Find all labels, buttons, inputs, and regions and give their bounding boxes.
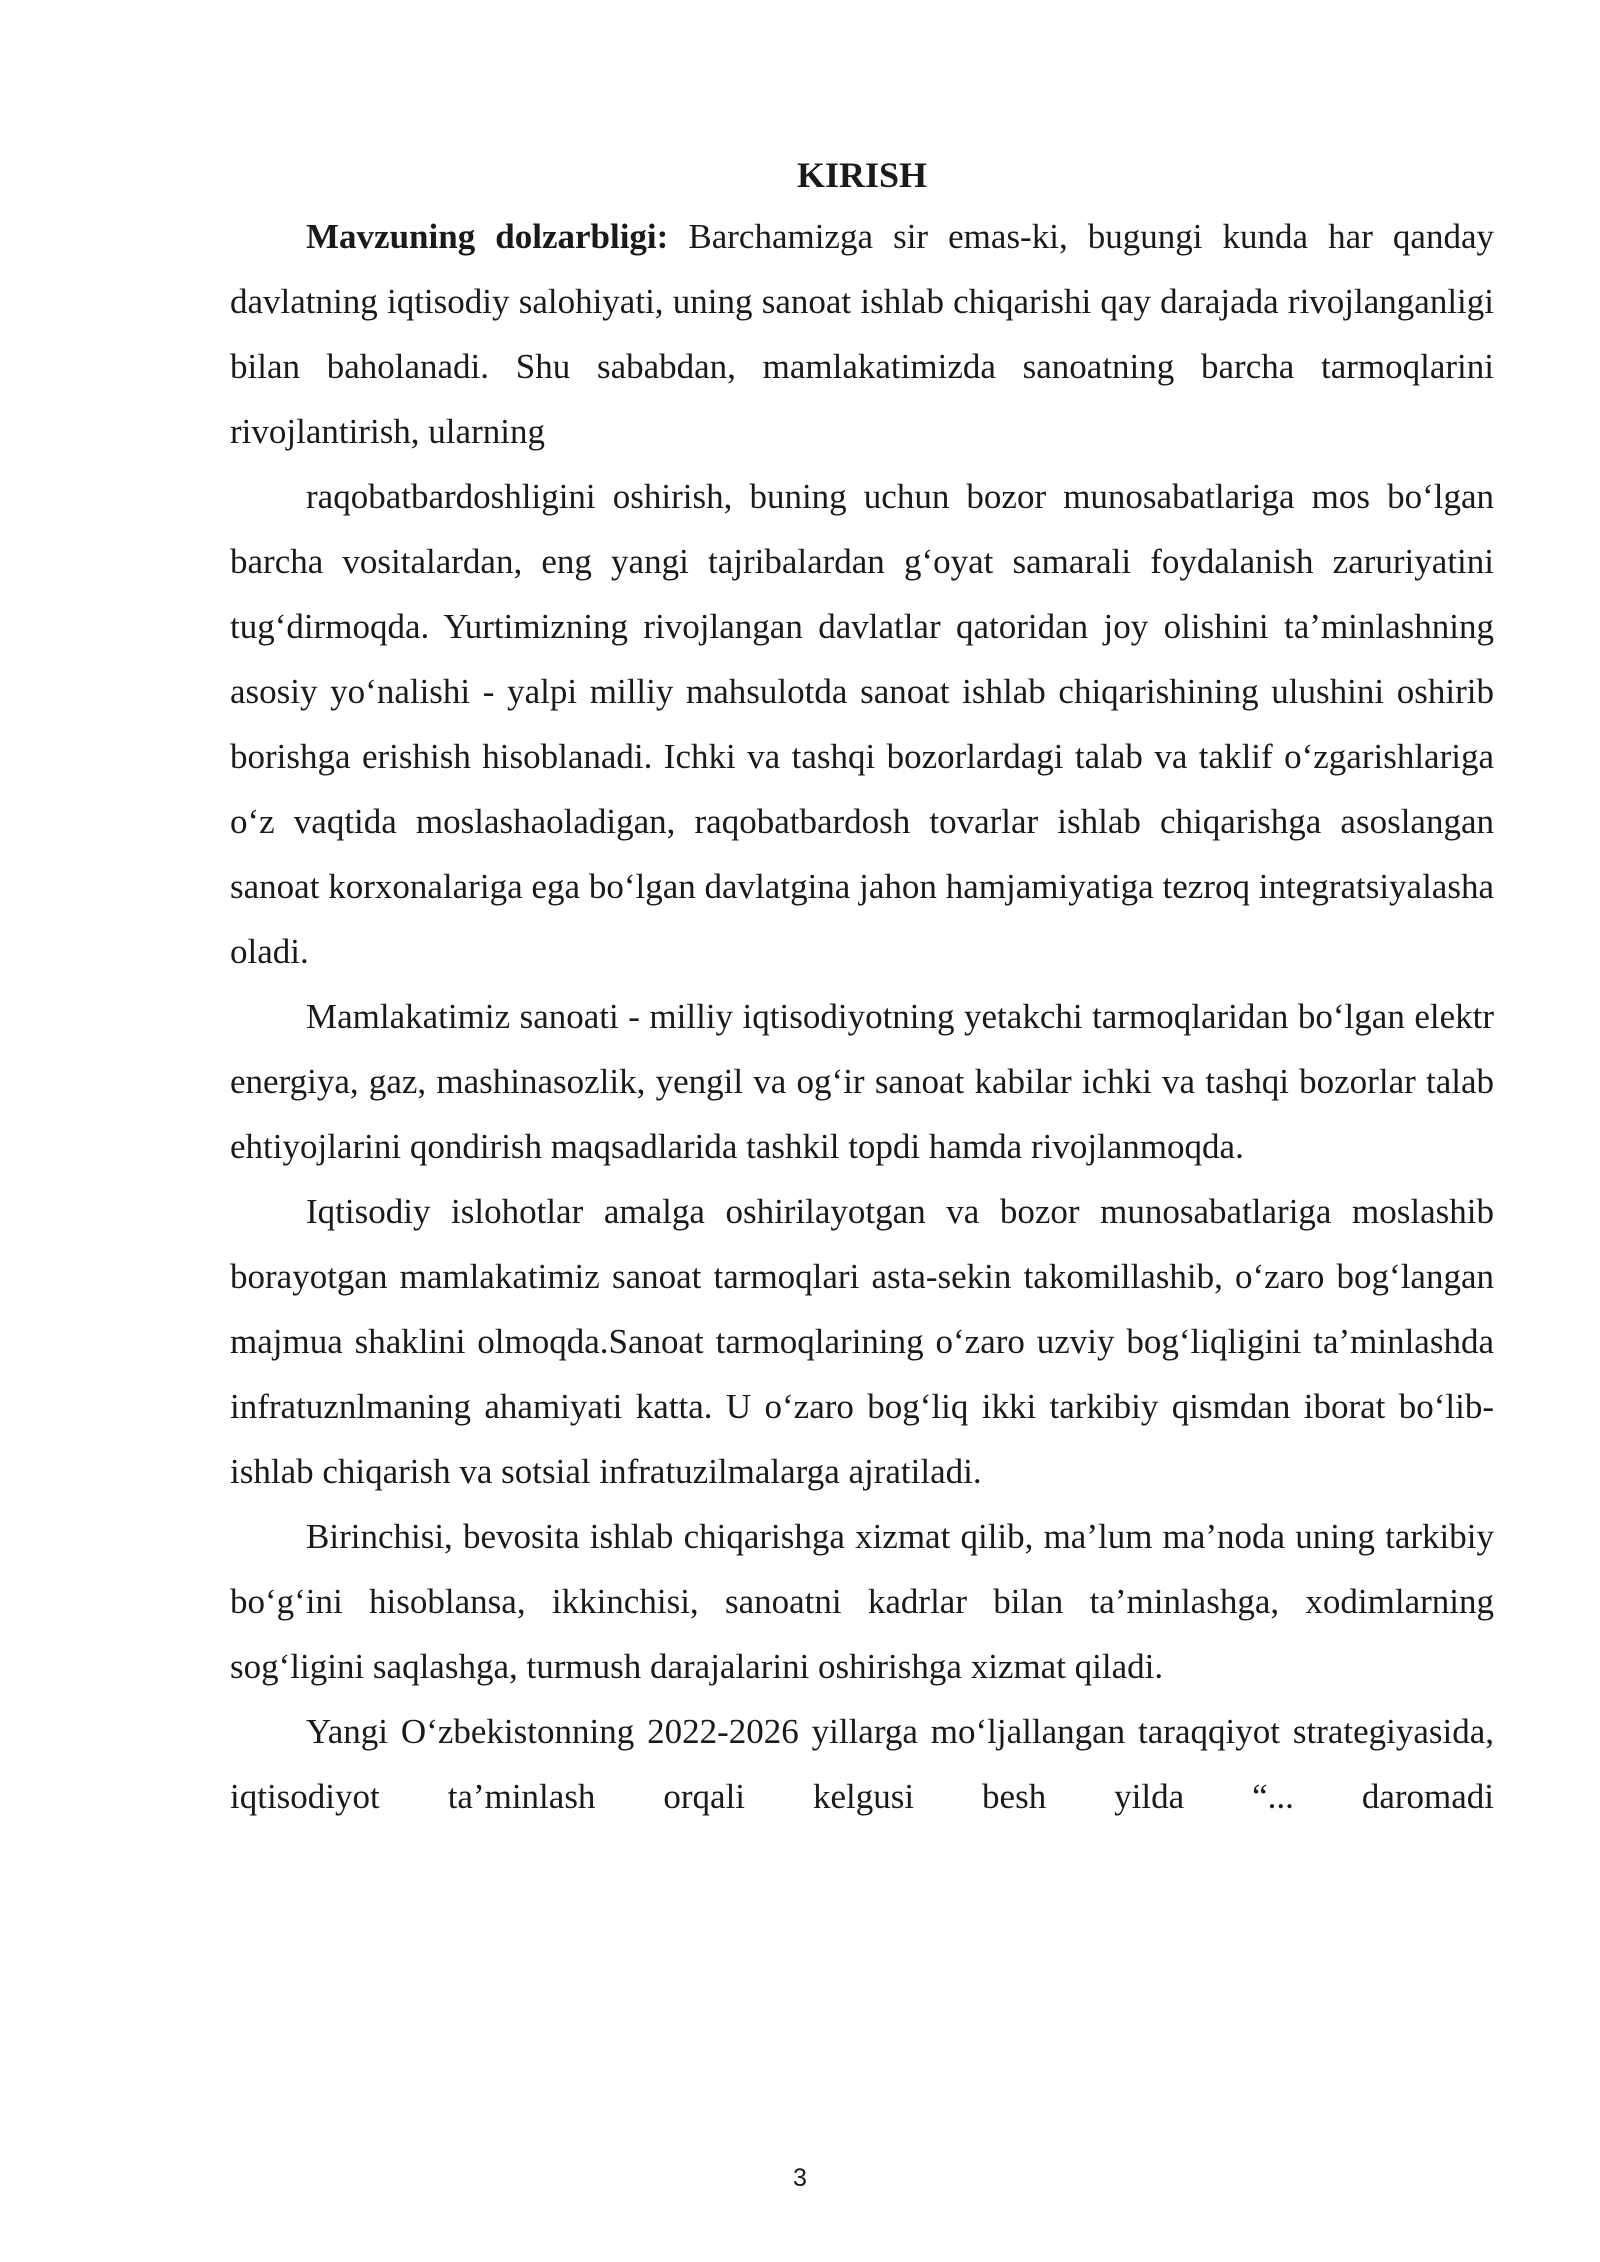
document-body (230, 148, 1494, 1829)
paragraph-infrastructure: Birinchisi, bevosita ishlab chiqarishga xizmat qilib, ma’lum ma’noda uning tarkibiy bo‘g‘ini hisoblansa, ikkinchisi, sanoatni kadrlar bilan ta’minlashga, xodimlarning sog‘ligini saqlashga, turmush darajalarini oshirishga xizmat qiladi. (230, 1517, 1494, 1686)
paragraph-reforms: Iqtisodiy islohotlar amalga oshirilayotgan va bozor munosabatlariga moslashib borayotgan mamlakatimiz sanoat tarmoqlari asta-sekin takomillashib, o‘zaro bog‘langan majmua shaklini olmoqda.Sanoat tarmoqlarining o‘zaro uzviy bog‘liqligini ta’minlashda infratuznlmaning ahamiyati katta. U o‘zaro bog‘liq ikki tarkibiy qismdan iborat bo‘lib-ishlab chiqarish va sotsial infratuzilmalarga ajratiladi. (230, 1192, 1494, 1491)
paragraph-competitiveness: raqobatbardoshligini oshirish, buning uchun bozor munosabatlariga mos bo‘lgan barcha vositalardan, eng yangi tajribalardan g‘oyat samarali foydalanish zaruriyatini tug‘dirmoqda. Yurtimizning rivojlangan davlatlar qatoridan joy olishini ta’minlashning asosiy yo‘nalishi - yalpi milliy mahsulotda sanoat ishlab chiqarishining ulushini oshirib borishga erishish hisoblanadi. Ichki va tashqi bozorlardagi talab va taklif o‘zgarishlariga o‘z vaqtida moslashaoladigan, raqobatbardosh tovarlar ishlab chiqarishga asoslangan sanoat korxonalariga ega bo‘lgan davlatgina jahon hamjamiyatiga tezroq integratsiyalasha oladi. (230, 477, 1494, 971)
paragraph-industry: Mamlakatimiz sanoati - milliy iqtisodiyotning yetakchi tarmoqlaridan bo‘lgan elektr energiya, gaz, mashinasozlik, yengil va og‘ir sanoat kabilar ichki va tashqi bozorlar talab ehtiyojlarini qondirish maqsadlarida tashkil topdi hamda rivojlanmoqda. (230, 997, 1494, 1166)
paragraph-relevance (230, 204, 1494, 464)
paragraph-strategy: Yangi O‘zbekistonning 2022-2026 yillarga mo‘ljallangan taraqqiyot strategiyasida, iqtisodiyot ta’minlash orqali kelgusi besh yilda “... daromadi (230, 1712, 1494, 1816)
page-number: 3 (793, 2164, 807, 2192)
relevance-label: Mavzuning dolzarbligi: (306, 217, 669, 256)
document-title: KIRISH (796, 155, 928, 195)
paragraph-text: Barchamizga sir emas-ki, bugungi kunda har qanday davlatning iqtisodiy salohiyati, uning sanoat ishlab chiqarishi qay darajada rivojlanganligi bilan baholanadi. Shu sababdan, mamlakatimizda sanoatning barcha tarmoqlarini rivojlantirish, ularning (230, 217, 1494, 451)
